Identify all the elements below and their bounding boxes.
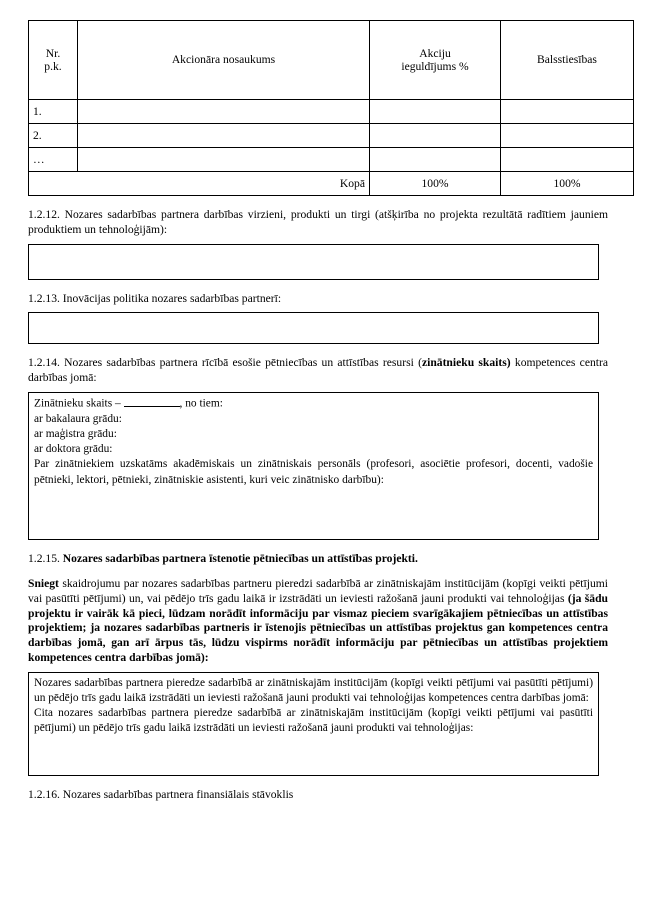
section-1-2-13-text: Inovācijas politika nozares sadarbības partnerī: (62, 291, 282, 305)
column-header-investment-line1: Akciju (419, 46, 451, 60)
section-1-2-14-label (28, 356, 608, 386)
column-header-nr (29, 21, 78, 100)
table-row (29, 100, 634, 124)
projects-line-2: Cita nozares sadarbības partnera pieredze sadarbībā ar zinātniskajām institūcijām (kopīgi veikti pētījumi vai pasūtīti pētījumi) un pēdējo trīs gadu laikā izstrādāti un ieviesti ražošanā jauni produkti vai tehnoloģijas: (34, 707, 593, 735)
section-1-2-13-number: 1.2.13. (28, 291, 60, 305)
section-1-2-14-text-part2: kompetences centra darbības jomā: (28, 356, 609, 385)
cell-investment[interactable] (370, 100, 501, 124)
table-header-row (29, 21, 634, 100)
cell-investment[interactable] (370, 148, 501, 172)
document-content (28, 20, 608, 803)
cell-shareholder-name[interactable] (78, 100, 370, 124)
table-total-row (29, 172, 634, 196)
column-header-nr-line2: p.k. (44, 60, 62, 73)
section-1-2-16-text: Nozares sadarbības partnera finansiālais stāvoklis (62, 787, 294, 801)
section-1-2-16-number: 1.2.16. (28, 787, 60, 801)
resources-line-5: Par zinātniekiem uzskatāms akadēmiskais un zinātniskais personāls (profesori, asociētie profesori, docenti, vadošie pētnieki, lektori, pētnieki, zinātniskie asistenti, kuri veic zinātnisko darbību): (34, 458, 593, 486)
section-1-2-13-label (28, 292, 608, 307)
section-1-2-15-number: 1.2.15. (28, 552, 60, 566)
resources-line-1: Zinātnieku skaits – , no tiem: (34, 397, 223, 410)
section-1-2-15-body-lead: Sniegt (28, 576, 59, 590)
resources-line-3: ar maģistra grādu: (34, 428, 117, 441)
projects-line-1: Nozares sadarbības partnera pieredze sadarbībā ar zinātniskajām institūcijām (kopīgi veikti pētījumi vai pasūtīti pētījumi) un pēdējo trīs gadu laikā izstrādāti un ieviesti ražošanā jauni produkti vai tehnoloģijas kompetences centra darbības jomā: (34, 676, 593, 705)
column-header-shareholder-name: Akcionāra nosaukums (78, 21, 370, 100)
section-1-2-15-answer-box[interactable] (28, 672, 599, 776)
section-1-2-14-text-part1: Nozares sadarbības partnera rīcībā esošie pētniecības un attīstības resursi ( (64, 356, 422, 370)
section-1-2-14-answer-box[interactable] (28, 392, 599, 540)
column-header-voting-rights: Balsstiesības (501, 21, 634, 100)
section-1-2-15-title: Nozares sadarbības partnera īstenotie pētniecības un attīstības projekti. (62, 552, 418, 566)
table-body (29, 100, 634, 196)
cell-votes[interactable] (501, 124, 634, 148)
section-1-2-16-label (28, 788, 608, 803)
cell-total-investment: 100% (370, 172, 501, 196)
scientists-count-blank[interactable] (124, 396, 180, 407)
cell-total-votes: 100% (501, 172, 634, 196)
cell-votes[interactable] (501, 100, 634, 124)
column-header-investment-line2: ieguldījums % (401, 60, 469, 73)
section-1-2-12-number: 1.2.12. (28, 208, 60, 221)
section-1-2-13-answer-box[interactable] (28, 312, 599, 344)
cell-shareholder-name[interactable] (78, 148, 370, 172)
cell-total-label: Kopā (29, 172, 370, 196)
column-header-share-investment (370, 21, 501, 100)
cell-shareholder-name[interactable] (78, 124, 370, 148)
section-1-2-15-body-text: skaidrojumu par nozares sadarbības partneru pieredzi sadarbībā ar zinātniskajām institūcijām (kopīgi veikti pētījumi vai pasūtīti pētījumi) un, vai pēdējo trīs gadu laikā ir izstrādāti un ieviesti ražošanā jauni produkti vai tehnoloģijas (28, 576, 608, 605)
section-1-2-14-number: 1.2.14. (28, 356, 60, 370)
cell-row-number: 1. (29, 100, 78, 124)
table-header (29, 21, 634, 100)
section-1-2-15-label (28, 552, 608, 567)
cell-votes[interactable] (501, 148, 634, 172)
table-row (29, 148, 634, 172)
resources-line-4: ar doktora grādu: (34, 443, 113, 456)
cell-row-number: … (29, 148, 78, 172)
resources-line-2: ar bakalaura grādu: (34, 412, 122, 425)
cell-investment[interactable] (370, 124, 501, 148)
cell-row-number: 2. (29, 124, 78, 148)
section-1-2-12-text: Nozares sadarbības partnera darbības virzieni, produkti un tirgi (atšķirība no projekta rezultātā radītiem jauniem produktiem un tehnoloģijām): (28, 208, 608, 236)
section-1-2-14-text-bold: zinātnieku skaits) (421, 356, 511, 370)
section-1-2-12-label (28, 208, 608, 238)
section-1-2-12-answer-box[interactable] (28, 244, 599, 280)
column-header-nr-line1: Nr. (45, 46, 61, 60)
shareholders-table (28, 20, 634, 196)
section-1-2-15-body (28, 577, 608, 666)
table-row (29, 124, 634, 148)
section-1-2-15-body-bold: (ja šādu projektu ir vairāk kā pieci, lūdzam norādīt informāciju par vismaz pieciem svarīgākajiem pētniecības un attīstības projektiem; ja nozares sadarbības partneris ir īstenojis pētniecības un attīstības projektus gan kompetences centra darbības jomā, gan arī ārpus tās, lūdzu vispirms norādīt informāciju par pētniecības un attīstības projektiem kompetences centra darbības jomā): (28, 591, 608, 665)
